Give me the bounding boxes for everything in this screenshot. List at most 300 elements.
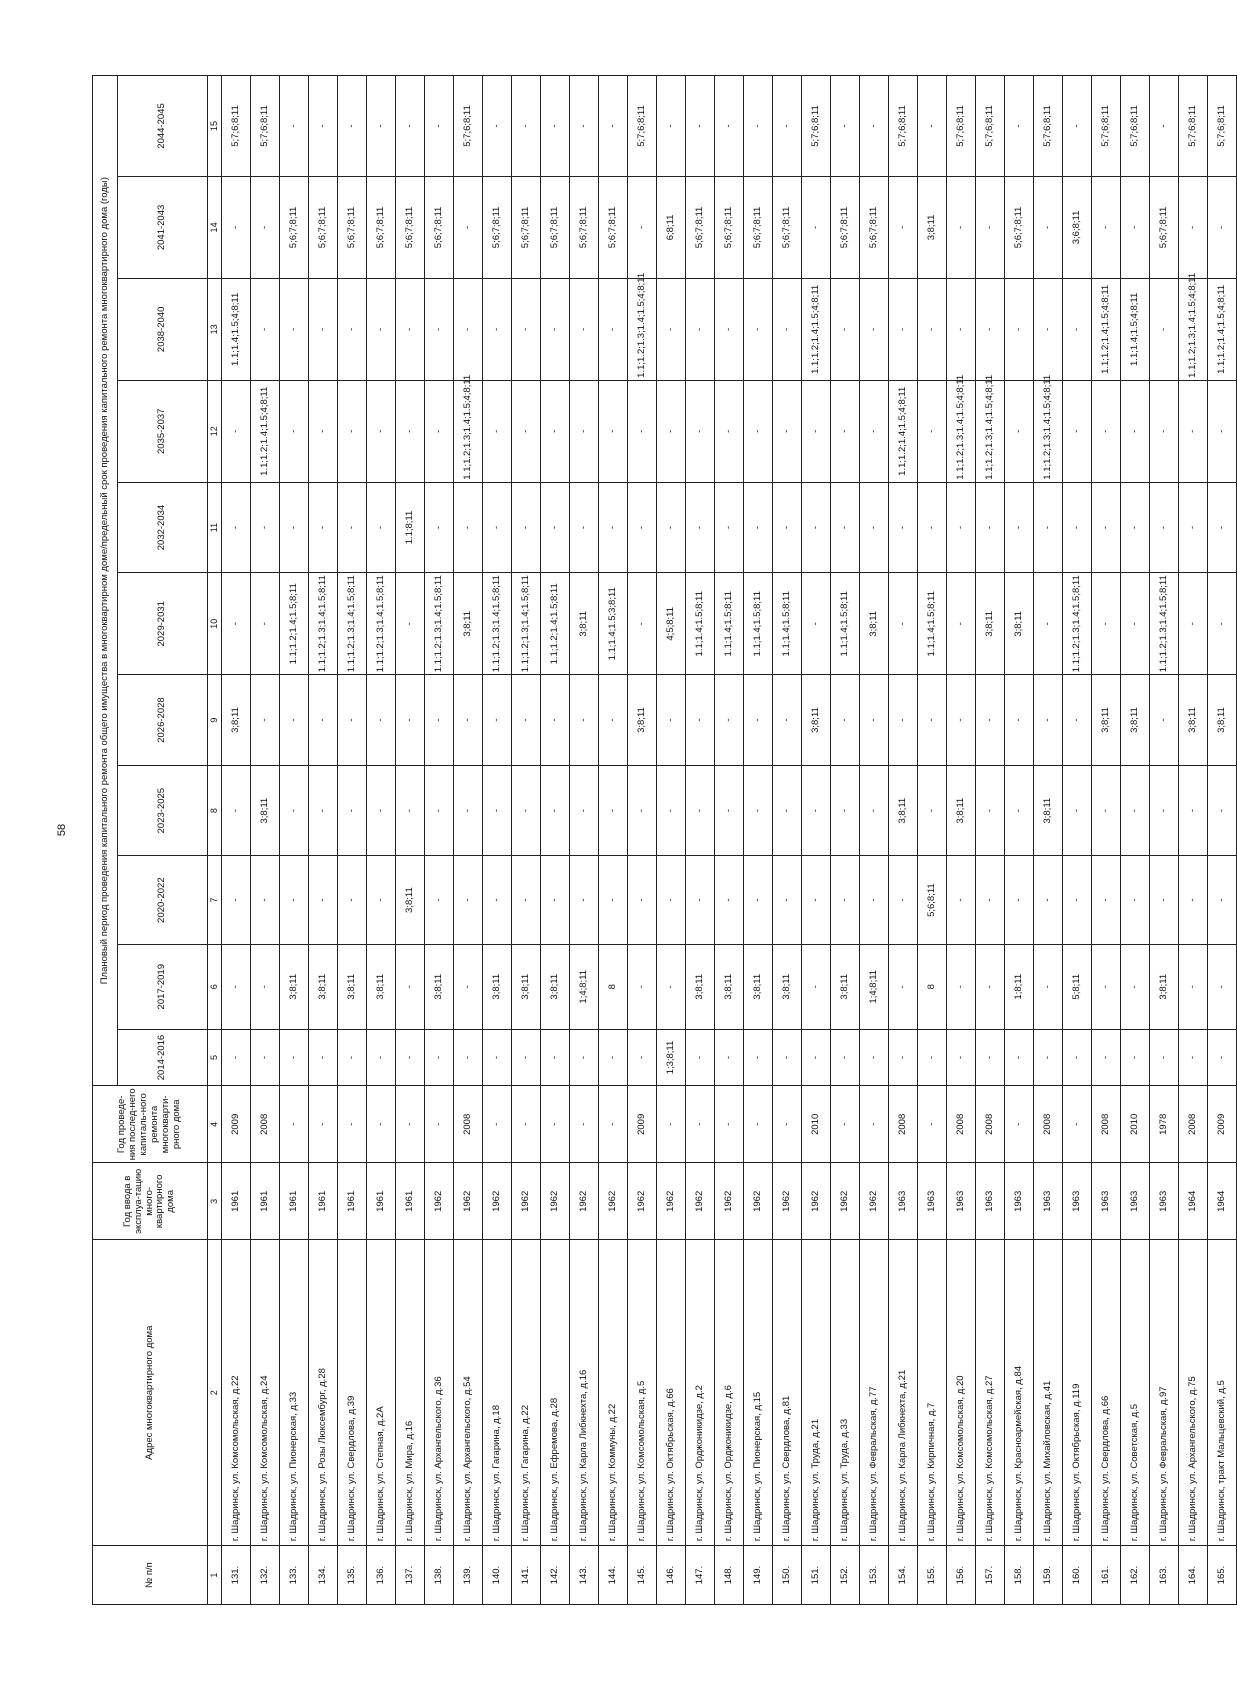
table-cell: -: [251, 482, 280, 573]
table-cell: 1.1;1.4;1.5;8;11: [715, 573, 744, 675]
table-cell: -: [860, 1086, 889, 1163]
table-cell: -: [599, 482, 628, 573]
table-row: [1092, 76, 1121, 1605]
address-cell: г. Шадринск, ул. Октябрьская, д.66: [657, 1240, 686, 1546]
column-index: 4: [208, 1086, 222, 1163]
table-cell: -: [1208, 1029, 1237, 1086]
table-cell: 1963: [918, 1163, 947, 1240]
table-cell: -: [541, 1029, 570, 1086]
table-cell: -: [367, 76, 396, 177]
table-cell: -: [454, 482, 483, 573]
table-cell: 1.1;1.2;1.4;1.5;4;8;11: [889, 380, 918, 482]
table-cell: 3;8;11: [715, 944, 744, 1029]
table-cell: -: [454, 944, 483, 1029]
table-cell: -: [628, 765, 657, 856]
table-cell: -: [918, 482, 947, 573]
row-number: 159.: [1034, 1546, 1063, 1605]
table-cell: 1.1;1.2;1.4;1.5;8;11: [280, 573, 309, 675]
table-cell: -: [541, 1086, 570, 1163]
table-cell: -: [1121, 944, 1150, 1029]
table-cell: -: [657, 380, 686, 482]
table-cell: 1.1;1.2;1.4;1.5;4;8;11: [802, 278, 831, 380]
table-cell: -: [744, 1029, 773, 1086]
table-cell: -: [976, 675, 1005, 766]
table-cell: -: [831, 278, 860, 380]
table-cell: -: [1034, 176, 1063, 278]
table-cell: -: [396, 675, 425, 766]
address-cell: г. Шадринск, ул. Розы Люксембург, д.28: [309, 1240, 338, 1546]
table-cell: -: [425, 856, 454, 944]
table-cell: 2009: [628, 1086, 657, 1163]
table-cell: 3;8;11: [425, 944, 454, 1029]
address-cell: г. Шадринск, ул. Карла Либкнехта, д.21: [889, 1240, 918, 1546]
row-number: 139.: [454, 1546, 483, 1605]
table-cell: -: [1034, 573, 1063, 675]
table-cell: -: [628, 1029, 657, 1086]
table-cell: -: [309, 856, 338, 944]
table-cell: 1.1;1.2;1.3;1.4;1.5;4;8;11: [947, 380, 976, 482]
table-cell: -: [280, 1029, 309, 1086]
table-cell: -: [657, 76, 686, 177]
repair-schedule-table: [92, 75, 1237, 1605]
table-row: [976, 76, 1005, 1605]
row-number: 140.: [483, 1546, 512, 1605]
table-cell: -: [396, 765, 425, 856]
table-cell: -: [251, 573, 280, 675]
table-cell: 1.1;1.2;1.3;1.4;1.5;8;11: [512, 573, 541, 675]
address-cell: г. Шадринск, ул. Красноармейская, д.84: [1005, 1240, 1034, 1546]
table-cell: -: [483, 76, 512, 177]
row-number: 132.: [251, 1546, 280, 1605]
table-cell: -: [570, 675, 599, 766]
table-cell: 1.1;1.2;1.4;1.5;4;8;11: [1208, 278, 1237, 380]
column-index: 11: [208, 482, 222, 573]
table-cell: 1962: [657, 1163, 686, 1240]
table-cell: 3;8;11: [1092, 675, 1121, 766]
table-row: [628, 76, 657, 1605]
table-cell: -: [251, 675, 280, 766]
table-cell: 1961: [251, 1163, 280, 1240]
table-cell: -: [715, 482, 744, 573]
table-cell: -: [425, 1029, 454, 1086]
column-index: 3: [208, 1163, 222, 1240]
row-number: 148.: [715, 1546, 744, 1605]
table-cell: -: [1005, 856, 1034, 944]
column-index: 9: [208, 675, 222, 766]
table-cell: 1962: [831, 1163, 860, 1240]
table-cell: -: [1208, 380, 1237, 482]
table-cell: -: [1063, 1029, 1092, 1086]
table-row: [831, 76, 860, 1605]
address-cell: г. Шадринск, ул. Комсомольская, д.5: [628, 1240, 657, 1546]
table-cell: -: [1005, 765, 1034, 856]
table-cell: 1.1;1.2;1.3;1.4;1.5;4;8;11: [1179, 278, 1208, 380]
table-cell: 1.1;1.2;1.4;1.5;4;8;11: [1092, 278, 1121, 380]
header-period: 2020-2022: [118, 856, 208, 944]
address-cell: г. Шадринск, ул. Комсомольская, д.24: [251, 1240, 280, 1546]
address-cell: г. Шадринск, ул. Орджоникидзе, д.6: [715, 1240, 744, 1546]
table-cell: 3;8;11: [1150, 944, 1179, 1029]
table-cell: -: [744, 765, 773, 856]
header-year-built: Год ввода в эксплуа-тацию много-квартирного дома: [93, 1163, 208, 1240]
table-cell: -: [1005, 1086, 1034, 1163]
table-cell: -: [1150, 765, 1179, 856]
table-cell: -: [715, 765, 744, 856]
table-cell: -: [773, 856, 802, 944]
table-row: [1150, 76, 1179, 1605]
table-cell: -: [1005, 278, 1034, 380]
table-cell: 5;7;6;8;11: [1092, 76, 1121, 177]
table-cell: -: [918, 278, 947, 380]
table-cell: 5;6;7;8;11: [831, 176, 860, 278]
table-cell: -: [454, 176, 483, 278]
table-row: [715, 76, 744, 1605]
table-cell: 5;7;6;8;11: [1121, 76, 1150, 177]
table-cell: -: [280, 675, 309, 766]
row-number: 150.: [773, 1546, 802, 1605]
table-cell: -: [1034, 1029, 1063, 1086]
table-cell: 3;8;11: [541, 944, 570, 1029]
table-cell: -: [860, 1029, 889, 1086]
table-cell: -: [860, 856, 889, 944]
table-cell: -: [947, 573, 976, 675]
table-cell: 1962: [425, 1163, 454, 1240]
table-cell: -: [570, 856, 599, 944]
table-cell: -: [744, 675, 773, 766]
table-cell: -: [483, 482, 512, 573]
table-cell: 1.1;1.2;1.3;1.4;1.5;8;11: [338, 573, 367, 675]
table-cell: -: [889, 1029, 918, 1086]
table-cell: -: [570, 1086, 599, 1163]
row-number: 157.: [976, 1546, 1005, 1605]
table-cell: -: [367, 1086, 396, 1163]
table-row: [1121, 76, 1150, 1605]
table-cell: -: [976, 1029, 1005, 1086]
table-row: [512, 76, 541, 1605]
table-cell: 5;7;6;8;11: [628, 76, 657, 177]
table-row: [1208, 76, 1237, 1605]
table-cell: -: [831, 765, 860, 856]
table-cell: 1961: [309, 1163, 338, 1240]
table-cell: -: [1208, 765, 1237, 856]
table-row: [773, 76, 802, 1605]
column-index: 6: [208, 944, 222, 1029]
table-cell: 5;7;6;8;11: [1179, 76, 1208, 177]
table-cell: -: [570, 278, 599, 380]
table-cell: -: [222, 573, 251, 675]
table-cell: -: [889, 573, 918, 675]
address-cell: г. Шадринск, ул. Свердлова, д.39: [338, 1240, 367, 1546]
table-cell: 1961: [280, 1163, 309, 1240]
table-cell: -: [599, 76, 628, 177]
table-cell: 1;3;8;11: [657, 1029, 686, 1086]
table-cell: -: [1208, 176, 1237, 278]
table-cell: 1962: [773, 1163, 802, 1240]
table-cell: -: [802, 944, 831, 1029]
address-cell: г. Шадринск, ул. Комсомольская, д.27: [976, 1240, 1005, 1546]
table-cell: -: [860, 380, 889, 482]
table-cell: -: [657, 482, 686, 573]
table-cell: 1963: [1063, 1163, 1092, 1240]
table-cell: 1963: [1005, 1163, 1034, 1240]
table-cell: -: [773, 675, 802, 766]
table-cell: -: [541, 278, 570, 380]
table-row: [280, 76, 309, 1605]
row-number: 133.: [280, 1546, 309, 1605]
table-cell: -: [773, 1029, 802, 1086]
table-row: [889, 76, 918, 1605]
table-row: [1179, 76, 1208, 1605]
table-cell: -: [686, 76, 715, 177]
table-cell: 5;7;6;8;11: [802, 76, 831, 177]
table-cell: -: [1208, 573, 1237, 675]
row-number: 137.: [396, 1546, 425, 1605]
table-cell: -: [773, 380, 802, 482]
table-cell: 5;6;7;8;11: [309, 176, 338, 278]
table-cell: 5;6;7;8;11: [280, 176, 309, 278]
table-cell: -: [1121, 380, 1150, 482]
table-cell: 3;8;11: [396, 856, 425, 944]
table-cell: 3;8;11: [628, 675, 657, 766]
table-cell: -: [309, 1029, 338, 1086]
table-cell: -: [338, 380, 367, 482]
table-cell: -: [744, 380, 773, 482]
table-cell: 5;7;6;8;11: [947, 76, 976, 177]
row-number: 152.: [831, 1546, 860, 1605]
header-last-repair: Год проведе-ния послед-него капиталь-ного ремонта многокварти-рного дома: [93, 1086, 208, 1163]
table-cell: 3;8;11: [860, 573, 889, 675]
table-row: [744, 76, 773, 1605]
table-row: [947, 76, 976, 1605]
table-cell: 1964: [1208, 1163, 1237, 1240]
table-cell: -: [1063, 76, 1092, 177]
table-cell: -: [338, 856, 367, 944]
table-cell: 5;7;6;8;11: [222, 76, 251, 177]
table-cell: -: [483, 1086, 512, 1163]
table-cell: 5;7;6;8;11: [889, 76, 918, 177]
column-index: 5: [208, 1029, 222, 1086]
table-cell: -: [918, 380, 947, 482]
table-cell: 2008: [947, 1086, 976, 1163]
table-cell: 1;8;11: [1005, 944, 1034, 1029]
table-cell: -: [512, 1029, 541, 1086]
table-cell: 2008: [976, 1086, 1005, 1163]
table-cell: -: [976, 278, 1005, 380]
table-cell: 1.1;1.2;1.3;1.4;1.5;4;8;11: [628, 278, 657, 380]
table-cell: -: [251, 1029, 280, 1086]
column-index: 13: [208, 278, 222, 380]
header-period: 2032-2034: [118, 482, 208, 573]
table-cell: -: [1063, 1086, 1092, 1163]
row-number: 144.: [599, 1546, 628, 1605]
table-cell: 3;8;11: [947, 765, 976, 856]
table-cell: -: [657, 765, 686, 856]
table-cell: -: [570, 1029, 599, 1086]
header-address: Адрес многоквартирного дома: [93, 1240, 208, 1546]
table-cell: -: [802, 176, 831, 278]
table-cell: -: [483, 856, 512, 944]
table-cell: -: [1179, 1029, 1208, 1086]
table-cell: -: [512, 856, 541, 944]
row-number: 161.: [1092, 1546, 1121, 1605]
table-cell: -: [1063, 856, 1092, 944]
table-cell: -: [280, 765, 309, 856]
table-cell: 1.1;1.2;1.3;1.4;1.5;4;8;11: [976, 380, 1005, 482]
table-cell: -: [976, 765, 1005, 856]
table-cell: 2010: [1121, 1086, 1150, 1163]
table-cell: -: [744, 856, 773, 944]
table-cell: 1.1;1.4;1.5;3;8;11: [599, 573, 628, 675]
table-cell: -: [309, 1086, 338, 1163]
table-cell: -: [280, 278, 309, 380]
table-cell: -: [715, 380, 744, 482]
table-cell: -: [744, 76, 773, 177]
row-number: 135.: [338, 1546, 367, 1605]
table-cell: 3;6;8;11: [1063, 176, 1092, 278]
table-cell: -: [1092, 944, 1121, 1029]
column-index: 14: [208, 176, 222, 278]
table-row: [367, 76, 396, 1605]
address-cell: г. Шадринск, ул. Комсомольская, д.20: [947, 1240, 976, 1546]
table-cell: 5;6;7;8;11: [483, 176, 512, 278]
table-cell: 1961: [338, 1163, 367, 1240]
address-cell: г. Шадринск, ул. Архангельского, д.36: [425, 1240, 454, 1546]
table-cell: 6;8;11: [657, 176, 686, 278]
table-cell: 1.1;1.4;1.5;8;11: [918, 573, 947, 675]
table-cell: 1.1;1.2;1.3;1.4;1.5;4;8;11: [454, 380, 483, 482]
row-number: 154.: [889, 1546, 918, 1605]
table-cell: 3;8;11: [831, 944, 860, 1029]
table-cell: -: [512, 278, 541, 380]
address-cell: г. Шадринск, ул. Труда, д.21: [802, 1240, 831, 1546]
table-cell: 1961: [222, 1163, 251, 1240]
table-cell: -: [860, 76, 889, 177]
address-cell: г. Шадринск, ул. Михайловская, д.41: [1034, 1240, 1063, 1546]
address-cell: г. Шадринск, ул. Мира, д.16: [396, 1240, 425, 1546]
table-cell: -: [512, 380, 541, 482]
table-cell: -: [715, 1029, 744, 1086]
table-cell: -: [599, 765, 628, 856]
table-cell: -: [686, 278, 715, 380]
table-cell: -: [773, 765, 802, 856]
table-cell: -: [686, 765, 715, 856]
table-cell: -: [1034, 675, 1063, 766]
table-cell: -: [715, 675, 744, 766]
table-cell: 1962: [599, 1163, 628, 1240]
table-cell: -: [657, 856, 686, 944]
table-cell: -: [483, 675, 512, 766]
table-cell: -: [251, 176, 280, 278]
table-cell: -: [570, 380, 599, 482]
table-cell: -: [889, 482, 918, 573]
address-cell: г. Шадринск, ул. Орджоникидзе, д.2: [686, 1240, 715, 1546]
table-cell: 5;7;6;8;11: [1034, 76, 1063, 177]
table-cell: 1962: [454, 1163, 483, 1240]
table-cell: -: [802, 1029, 831, 1086]
table-cell: -: [1092, 765, 1121, 856]
table-cell: -: [918, 675, 947, 766]
table-cell: -: [338, 1029, 367, 1086]
table-cell: -: [918, 1086, 947, 1163]
table-cell: -: [338, 278, 367, 380]
table-cell: -: [222, 482, 251, 573]
table-row: [454, 76, 483, 1605]
table-cell: -: [889, 856, 918, 944]
table-cell: -: [280, 1086, 309, 1163]
table-cell: -: [309, 380, 338, 482]
table-cell: -: [570, 76, 599, 177]
table-cell: -: [222, 944, 251, 1029]
row-number: 158.: [1005, 1546, 1034, 1605]
row-number: 164.: [1179, 1546, 1208, 1605]
address-cell: г. Шадринск, ул. Коммуны, д.22: [599, 1240, 628, 1546]
table-cell: -: [1179, 573, 1208, 675]
table-cell: 2008: [251, 1086, 280, 1163]
address-cell: г. Шадринск, ул. Ефремова, д.28: [541, 1240, 570, 1546]
table-cell: -: [396, 1086, 425, 1163]
table-cell: 1962: [628, 1163, 657, 1240]
table-cell: 1;4;8;11: [860, 944, 889, 1029]
header-period: 2029-2031: [118, 573, 208, 675]
table-cell: 1962: [686, 1163, 715, 1240]
table-cell: 5;6;7;8;11: [599, 176, 628, 278]
table-cell: -: [483, 380, 512, 482]
table-cell: -: [367, 380, 396, 482]
table-cell: 5;6;7;8;11: [367, 176, 396, 278]
table-cell: -: [831, 380, 860, 482]
address-cell: г. Шадринск, ул. Советская, д.5: [1121, 1240, 1150, 1546]
address-cell: г. Шадринск, тракт Мальцевский, д.5: [1208, 1240, 1237, 1546]
table-cell: -: [425, 482, 454, 573]
table-cell: -: [1121, 482, 1150, 573]
row-number: 138.: [425, 1546, 454, 1605]
table-cell: -: [1179, 176, 1208, 278]
table-cell: 5;6;7;8;11: [1150, 176, 1179, 278]
table-row: [1034, 76, 1063, 1605]
row-number: 141.: [512, 1546, 541, 1605]
table-cell: 1.1;1.2;1.3;1.4;1.5;8;11: [1150, 573, 1179, 675]
table-cell: -: [773, 1086, 802, 1163]
page-number: 58: [56, 823, 68, 837]
table-cell: 1961: [396, 1163, 425, 1240]
table-cell: -: [773, 278, 802, 380]
row-number: 155.: [918, 1546, 947, 1605]
table-cell: 3;8;11: [512, 944, 541, 1029]
table-cell: -: [251, 278, 280, 380]
table-cell: 1.1;8;11: [396, 482, 425, 573]
table-cell: 3;8;11: [744, 944, 773, 1029]
address-cell: г. Шадринск, ул. Архангельского, д.75: [1179, 1240, 1208, 1546]
row-number: 136.: [367, 1546, 396, 1605]
header-period: 2026-2028: [118, 675, 208, 766]
table-cell: 3;8;11: [1179, 675, 1208, 766]
table-cell: -: [483, 1029, 512, 1086]
table-cell: -: [309, 278, 338, 380]
header-period: 2038-2040: [118, 278, 208, 380]
table-cell: -: [1005, 675, 1034, 766]
table-cell: 3;8;11: [309, 944, 338, 1029]
table-cell: 5;6;7;8;11: [570, 176, 599, 278]
table-cell: -: [657, 1086, 686, 1163]
table-cell: -: [1150, 380, 1179, 482]
header-period: 2017-2019: [118, 944, 208, 1029]
address-cell: г. Шадринск, ул. Гагарина, д.18: [483, 1240, 512, 1546]
row-number: 131.: [222, 1546, 251, 1605]
table-cell: -: [744, 1086, 773, 1163]
table-cell: 1978: [1150, 1086, 1179, 1163]
table-cell: -: [454, 856, 483, 944]
table-cell: -: [512, 765, 541, 856]
